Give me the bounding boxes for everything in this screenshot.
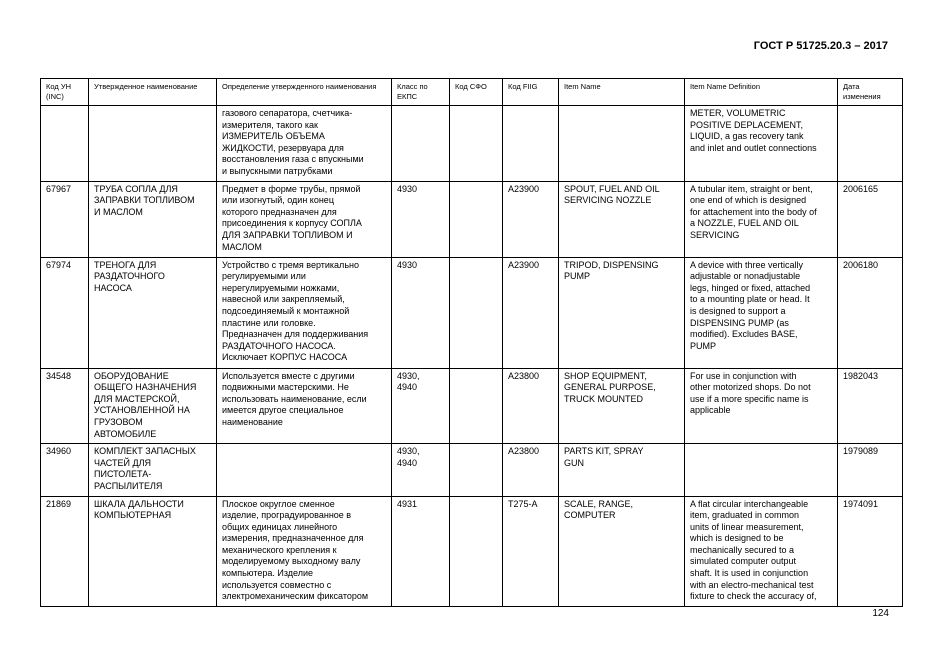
cell-date: 2006180 (838, 257, 903, 368)
cell-definition-ru: Устройство с тремя вертикально регулируемыми или нерегулируемыми ножками, навесной или закрепляемый, подсоединяемый к монтажной пластине или головке. Предназначен для поддерживания РАЗДАТОЧНОГО НАСОСА. Исключает КОРПУС НАСОСА (217, 257, 392, 368)
cell-date: 2006165 (838, 181, 903, 257)
cell-item-name: SPOUT, FUEL AND OIL SERVICING NOZZLE (559, 181, 685, 257)
table-row (41, 181, 903, 257)
cell-fiig: A23800 (503, 444, 559, 496)
table-row (41, 444, 903, 496)
cell-inc: 67967 (41, 181, 89, 257)
cell-item-definition: For use in conjunction with other motorized shops. Do not use if a more specific name is applicable (685, 368, 838, 444)
cell-name-ru: ОБОРУДОВАНИЕ ОБЩЕГО НАЗНАЧЕНИЯ ДЛЯ МАСТЕРСКОЙ, УСТАНОВЛЕННОЙ НА ГРУЗОВОМ АВТОМОБИЛЕ (89, 368, 217, 444)
cell-inc: 34960 (41, 444, 89, 496)
cell-inc (41, 106, 89, 182)
cell-sfo (450, 106, 503, 182)
cell-item-definition: A device with three vertically adjustable or nonadjustable legs, hinged or fixed, attached to a mounting plate or head. It is designed to support a DISPENSING PUMP (as modified). Excludes BASE, PUMP (685, 257, 838, 368)
standard-code: ГОСТ Р 51725.20.3 – 2017 (753, 40, 888, 52)
cell-definition-ru (217, 444, 392, 496)
cell-item-definition: A flat circular interchangeable item, graduated in common units of linear measurement, which is designed to be mechanically secured to a simulated computer output shaft. It is used in conjunction with an electro-mechanical test fixture to check the accuracy of, (685, 496, 838, 606)
cell-name-ru: КОМПЛЕКТ ЗАПАСНЫХ ЧАСТЕЙ ДЛЯ ПИСТОЛЕТА- РАСПЫЛИТЕЛЯ (89, 444, 217, 496)
cell-fiig: A23900 (503, 257, 559, 368)
col-header-date: Дата изменения (838, 79, 903, 106)
cell-fiig: A23900 (503, 181, 559, 257)
cell-item-definition (685, 444, 838, 496)
table-header-row (41, 79, 903, 106)
codes-table (40, 78, 903, 607)
table-row (41, 257, 903, 368)
col-header-item-name: Item Name (559, 79, 685, 106)
cell-class: 4931 (392, 496, 450, 606)
table-row (41, 106, 903, 182)
table-row (41, 496, 903, 606)
cell-date: 1982043 (838, 368, 903, 444)
cell-item-definition: A tubular item, straight or bent, one end of which is designed for attachement into the body of a NOZZLE, FUEL AND OIL SERVICING (685, 181, 838, 257)
cell-sfo (450, 257, 503, 368)
cell-class: 4930 (392, 181, 450, 257)
cell-class (392, 106, 450, 182)
cell-item-name: SHOP EQUIPMENT, GENERAL PURPOSE, TRUCK MOUNTED (559, 368, 685, 444)
cell-name-ru: ТРУБА СОПЛА ДЛЯ ЗАПРАВКИ ТОПЛИВОМ И МАСЛОМ (89, 181, 217, 257)
cell-fiig (503, 106, 559, 182)
cell-date (838, 106, 903, 182)
cell-item-definition: METER, VOLUMETRIC POSITIVE DEPLACEMENT, LIQUID, a gas recovery tank and inlet and outlet connections (685, 106, 838, 182)
col-header-definition-ru: Определение утвержденного наименования (217, 79, 392, 106)
cell-inc: 34548 (41, 368, 89, 444)
cell-fiig: T275-A (503, 496, 559, 606)
cell-name-ru (89, 106, 217, 182)
cell-class: 4930, 4940 (392, 444, 450, 496)
cell-item-name: SCALE, RANGE, COMPUTER (559, 496, 685, 606)
cell-definition-ru: газового сепаратора, счетчика- измерителя, такого как ИЗМЕРИТЕЛЬ ОБЪЕМА ЖИДКОСТИ, резервуара для восстановления газа с впускными и выпускными патрубками (217, 106, 392, 182)
col-header-class: Класс по ЕКПС (392, 79, 450, 106)
cell-definition-ru: Используется вместе с другими подвижными мастерскими. Не использовать наименование, если имеется другое специальное наименование (217, 368, 392, 444)
cell-sfo (450, 444, 503, 496)
cell-definition-ru: Плоское округлое сменное изделие, проградуированное в общих единицах линейного измерения, предназначенное для механического крепления к моделируемому выходному валу компьютера. Изделие используется совместно с электромеханическим фиксатором (217, 496, 392, 606)
table-row (41, 368, 903, 444)
cell-name-ru: ТРЕНОГА ДЛЯ РАЗДАТОЧНОГО НАСОСА (89, 257, 217, 368)
cell-fiig: A23800 (503, 368, 559, 444)
cell-class: 4930 (392, 257, 450, 368)
page-number: 124 (872, 608, 889, 619)
cell-class: 4930, 4940 (392, 368, 450, 444)
cell-name-ru: ШКАЛА ДАЛЬНОСТИ КОМПЬЮТЕРНАЯ (89, 496, 217, 606)
col-header-name-ru: Утвержденное наименование (89, 79, 217, 106)
col-header-sfo: Код СФО (450, 79, 503, 106)
cell-item-name (559, 106, 685, 182)
cell-item-name: PARTS KIT, SPRAY GUN (559, 444, 685, 496)
cell-date: 1979089 (838, 444, 903, 496)
col-header-inc: Код УН (INC) (41, 79, 89, 106)
cell-inc: 21869 (41, 496, 89, 606)
cell-sfo (450, 496, 503, 606)
cell-item-name: TRIPOD, DISPENSING PUMP (559, 257, 685, 368)
cell-definition-ru: Предмет в форме трубы, прямой или изогнутый, один конец которого предназначен для присоединения к корпусу СОПЛА ДЛЯ ЗАПРАВКИ ТОПЛИВОМ И МАСЛОМ (217, 181, 392, 257)
cell-date: 1974091 (838, 496, 903, 606)
col-header-item-definition: Item Name Definition (685, 79, 838, 106)
cell-inc: 67974 (41, 257, 89, 368)
cell-sfo (450, 368, 503, 444)
cell-sfo (450, 181, 503, 257)
col-header-fiig: Код FIIG (503, 79, 559, 106)
